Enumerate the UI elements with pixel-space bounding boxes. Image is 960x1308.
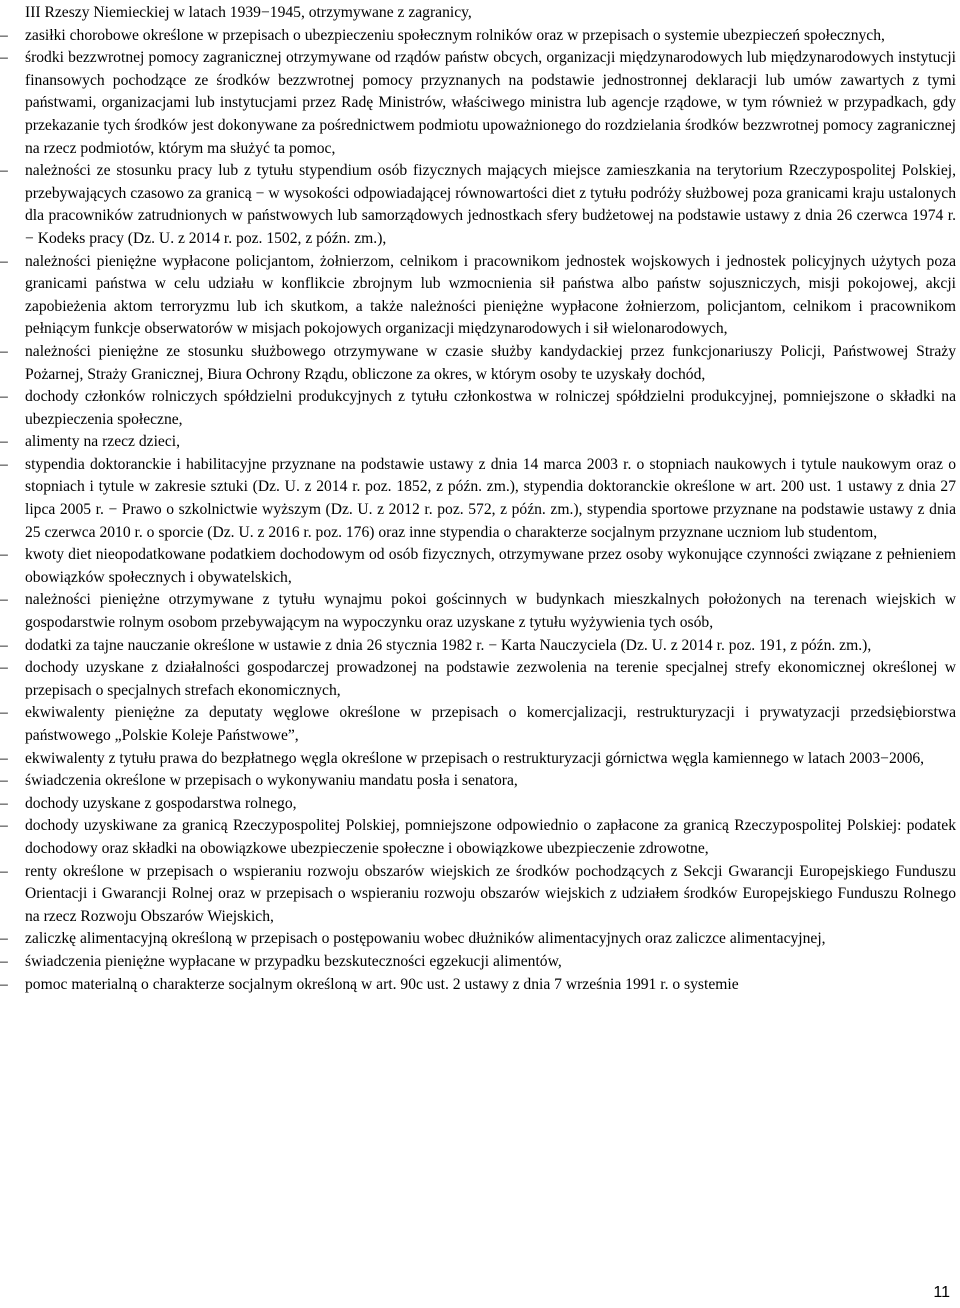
- list-item-text: zasiłki chorobowe określone w przepisach o ubezpieczeniu społecznym rolników oraz w przepisach o systemie ubezpieczeń społecznych,: [25, 26, 885, 44]
- list-item: [0, 974, 956, 997]
- dash-bullet-icon: –: [0, 252, 8, 270]
- dash-bullet-icon: –: [0, 930, 8, 948]
- dash-bullet-icon: –: [0, 794, 8, 812]
- list-item: [0, 951, 956, 974]
- dash-bullet-icon: –: [0, 862, 8, 880]
- dash-bullet-icon: –: [0, 49, 8, 67]
- list-item: [0, 431, 956, 454]
- document-body: [0, 2, 956, 996]
- dash-bullet-icon: –: [0, 433, 8, 451]
- list-item: [0, 635, 956, 658]
- dash-bullet-icon: –: [0, 455, 8, 473]
- list-item: [0, 793, 956, 816]
- dash-bullet-icon: –: [0, 26, 8, 44]
- list-item-text: dodatki za tajne nauczanie określone w ustawie z dnia 26 stycznia 1982 r. − Karta Nauczyciela (Dz. U. z 2014 r. poz. 191, z późn. zm.),: [25, 636, 872, 654]
- dash-bullet-icon: –: [0, 952, 8, 970]
- list-item-text: środki bezzwrotnej pomocy zagranicznej otrzymywane od rządów państw obcych, organizacji międzynarodowych lub międzynarodowych instytucji finansowych pochodzące ze środków bezzwrotnej pomocy przyznanych na podstawie jednostronnej deklaracji lub umów zawartych z tymi państwami, organizacjami lub instytucjami przez Radę Ministrów, właściwego ministra lub agencje rządowe, w tym również w przypadkach, gdy przekazanie tych środków jest dokonywane za pośrednictwem podmiotu upoważnionego do rozdzielania środków bezzwrotnej pomocy zagranicznej na rzecz podmiotów, którym ma służyć ta pomoc,: [25, 49, 956, 157]
- list-item-text: dochody uzyskane z gospodarstwa rolnego,: [25, 794, 297, 812]
- dash-bullet-icon: –: [0, 162, 8, 180]
- list-item: [0, 341, 956, 386]
- page-number: 11: [933, 1284, 950, 1301]
- continuation-text: [25, 2, 956, 25]
- list-item-text: stypendia doktoranckie i habilitacyjne przyznane na podstawie ustawy z dnia 14 marca 2003 r. o stopniach naukowych i tytule naukowym oraz o stopniach i tytule w zakresie sztuki (Dz. U. z 2014 r. poz. 1852, z późn. zm.), stypendia doktoranckie określone w art. 200 ust. 1 ustawy z dnia 27 lipca 2005 r. − Prawo o szkolnictwie wyższym (Dz. U. z 2012 r. poz. 572, z późn. zm.), stypendia sportowe przyznane na podstawie ustawy z dnia 25 czerwca 2010 r. o sporcie (Dz. U. z 2016 r. poz. 176) oraz inne stypendia o charakterze socjalnym przyznane uczniom lub studentom,: [25, 455, 956, 541]
- list-item-text: dochody uzyskiwane za granicą Rzeczypospolitej Polskiej, pomniejszone odpowiednio o zapłacone za granicą Rzeczypospolitej Polskiej: podatek dochodowy oraz składki na obowiązkowe ubezpieczenie społeczne i obowiązkowe ubezpieczenie zdrowotne,: [25, 817, 956, 857]
- list-item-text: należności ze stosunku pracy lub z tytułu stypendium osób fizycznych mających miejsce zamieszkania na terytorium Rzeczypospolitej Polskiej, przebywających czasowo za granicą − w wysokości odpowiadającej równowartości diet z tytułu podróży służbowej poza granicami kraju ustalonych dla pracowników zatrudnionych w państwowych lub samorządowych jednostkach sfery budżetowej na podstawie ustawy z dnia 26 czerwca 1974 r. − Kodeks pracy (Dz. U. z 2014 r. poz. 1502, z późn. zm.),: [25, 162, 956, 247]
- list-item: [0, 770, 956, 793]
- list-item-text: świadczenia określone w przepisach o wykonywaniu mandatu posła i senatora,: [25, 772, 518, 790]
- dash-bullet-icon: –: [0, 546, 8, 564]
- list-item: [0, 815, 956, 860]
- list-item: [0, 861, 956, 929]
- list-item-text: zaliczkę alimentacyjną określoną w przepisach o postępowaniu wobec dłużników alimentacyjnych oraz zaliczce alimentacyjnej,: [25, 930, 826, 948]
- list-item: [0, 160, 956, 250]
- list-item-text: kwoty diet nieopodatkowane podatkiem dochodowym od osób fizycznych, otrzymywane przez osoby wykonujące czynności związane z pełnieniem obowiązków społecznych i obywatelskich,: [25, 546, 956, 586]
- dash-bullet-icon: –: [0, 388, 8, 406]
- list-item: [0, 702, 956, 747]
- list-item: [0, 544, 956, 589]
- list-item: [0, 47, 956, 160]
- list-item: [0, 748, 956, 771]
- dash-bullet-icon: –: [0, 636, 8, 654]
- list-item-text: renty określone w przepisach o wspieraniu rozwoju obszarów wiejskich ze środków pochodzących z Sekcji Gwarancji Europejskiego Funduszu Orientacji i Gwarancji Rolnej oraz w przepisach o wspieraniu rozwoju obszarów wiejskich z udziałem środków Europejskiego Funduszu Rolnego na rzecz Rozwoju Obszarów Wiejskich,: [25, 862, 956, 925]
- dash-bullet-icon: –: [0, 817, 8, 835]
- dash-bullet-icon: –: [0, 342, 8, 360]
- list-item-text: III Rzeszy Niemieckiej w latach 1939−1945, otrzymywane z zagranicy,: [25, 4, 472, 21]
- list-item: [0, 657, 956, 702]
- list-item: [0, 25, 956, 48]
- list-item-text: pomoc materialną o charakterze socjalnym określoną w art. 90c ust. 2 ustawy z dnia 7 września 1991 r. o systemie: [25, 975, 739, 993]
- list-item-text: należności pieniężne ze stosunku służbowego otrzymywane w czasie służby kandydackiej przez funkcjonariuszy Policji, Państwowej Straży Pożarnej, Straży Granicznej, Biura Ochrony Rządu, obliczone za okres, w którym osoby te uzyskały dochód,: [25, 342, 956, 383]
- list-item-text: ekwiwalenty z tytułu prawa do bezpłatnego węgla określone w przepisach o restrukturyzacji górnictwa węgla kamiennego w latach 2003−2006,: [25, 749, 925, 767]
- list-item-text: dochody uzyskane z działalności gospodarczej prowadzonej na podstawie zezwolenia na terenie specjalnej strefy ekonomicznej określonej w przepisach o specjalnych strefach ekonomicznych,: [25, 659, 956, 699]
- list-item-text: świadczenia pieniężne wypłacane w przypadku bezskuteczności egzekucji alimentów,: [25, 952, 562, 970]
- dash-bullet-icon: –: [0, 772, 8, 790]
- list-item: [0, 454, 956, 544]
- list-item: [0, 386, 956, 431]
- list-item: [0, 251, 956, 341]
- list-item-text: należności pieniężne otrzymywane z tytułu wynajmu pokoi gościnnych w budynkach mieszkalnych położonych na terenach wiejskich w gospodarstwie rolnym osobom przebywającym na wypoczynku oraz uzyskane z tytułu wyżywienia tych osób,: [25, 591, 956, 632]
- list-item-text: dochody członków rolniczych spółdzielni produkcyjnych z tytułu członkostwa w rolniczej spółdzielni produkcyjnej, pomniejszone o składki na ubezpieczenia społeczne,: [25, 388, 956, 428]
- dash-bullet-icon: –: [0, 975, 8, 993]
- list-item-text: alimenty na rzecz dzieci,: [25, 433, 180, 451]
- list-item-text: należności pieniężne wypłacone policjantom, żołnierzom, celnikom i pracownikom jednostek wojskowych i jednostek policyjnych użytych poza granicami państwa w celu udziału w konflikcie zbrojnym lub wzmocnienia sił państwa albo państw sojuszniczych, misji pokojowej, akcji zapobieżenia aktom terroryzmu lub ich skutkom, a także należności pieniężne wypłacone żołnierzom, policjantom, celnikom i pracownikom pełniącym funkcje obserwatorów w misjach pokojowych organizacji międzynarodowych i sił wielonarodowych,: [25, 252, 956, 338]
- list-item-text: ekwiwalenty pieniężne za deputaty węglowe określone w przepisach o komercjalizacji, restrukturyzacji i prywatyzacji przedsiębiorstwa państwowego „Polskie Koleje Państwowe”,: [25, 704, 956, 744]
- dash-bullet-icon: –: [0, 749, 8, 767]
- dash-bullet-icon: –: [0, 659, 8, 677]
- list-item: [0, 928, 956, 951]
- list-item: [0, 589, 956, 634]
- dash-bullet-icon: –: [0, 704, 8, 722]
- dash-bullet-icon: –: [0, 591, 8, 609]
